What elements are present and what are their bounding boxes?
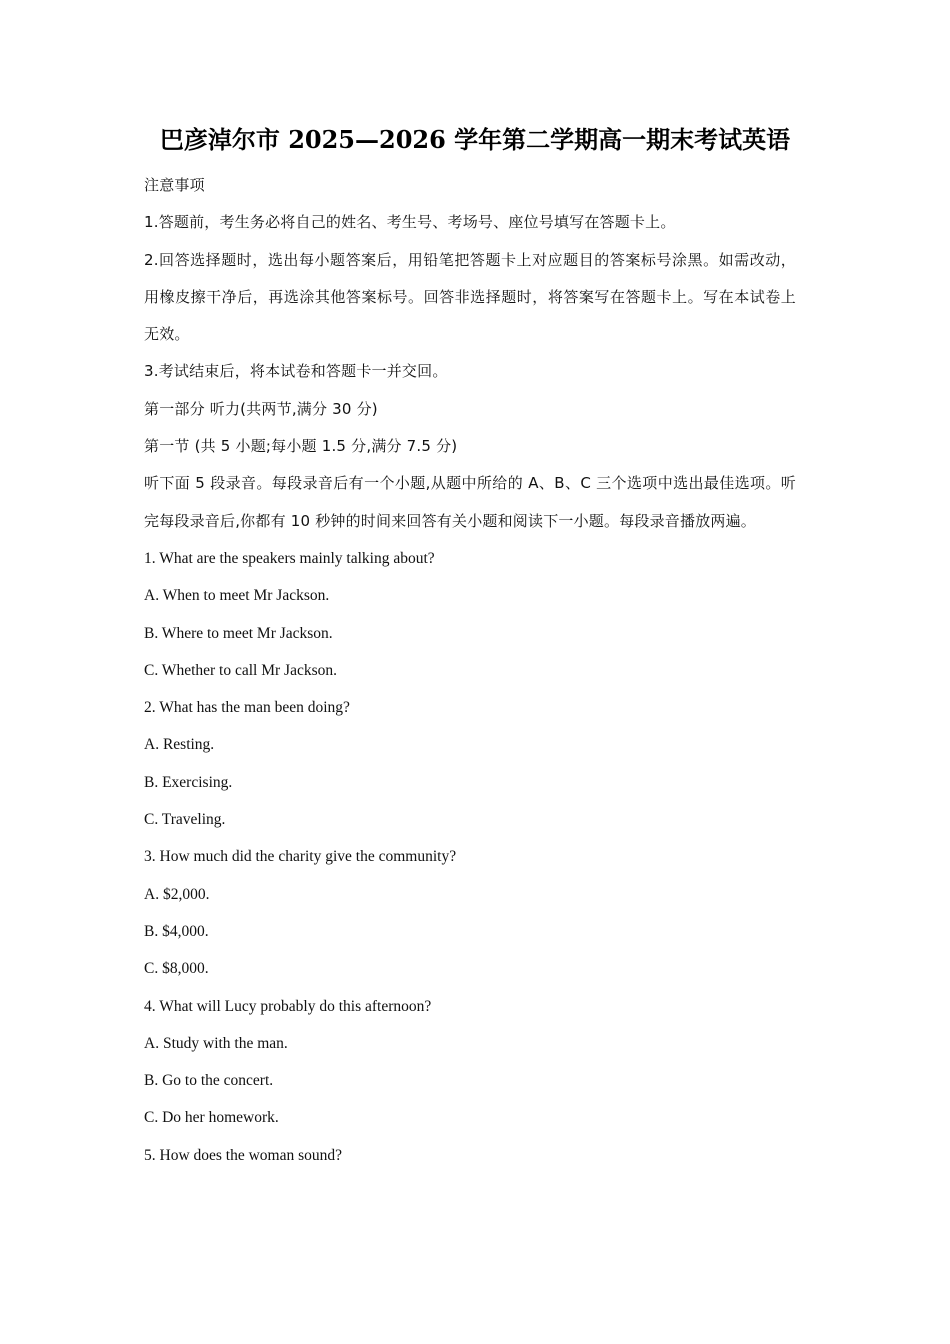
question-3-option-a: A. $2,000. xyxy=(144,885,210,903)
question-2-option-a: A. Resting. xyxy=(144,736,215,754)
question-stem-2: 2. What has the man been doing? xyxy=(144,699,350,717)
note-item-3: 3.考试结束后，将本试卷和答题卡一并交回。 xyxy=(144,362,448,381)
exam-content xyxy=(144,167,796,1174)
part-heading: 第一部分 听力(共两节,满分 30 分) xyxy=(144,399,378,418)
question-stem-3: 3. How much did the charity give the community? xyxy=(144,848,457,866)
question-1-option-c: C. Whether to call Mr Jackson. xyxy=(144,661,337,679)
question-4-option-a: A. Study with the man. xyxy=(144,1034,288,1052)
question-4-option-c: C. Do her homework. xyxy=(144,1109,279,1127)
question-1-option-a: A. When to meet Mr Jackson. xyxy=(144,587,330,605)
note-item-1: 1.答题前，考生务必将自己的姓名、考生号、考场号、座位号填写在答题卡上。 xyxy=(144,213,676,232)
section-heading: 第一节 (共 5 小题;每小题 1.5 分,满分 7.5 分) xyxy=(144,437,458,456)
exam-title: 巴彦淖尔市 2025—2026 学年第二学期高一期末考试英语 xyxy=(159,125,791,154)
question-stem-4: 4. What will Lucy probably do this afternoon? xyxy=(144,997,432,1015)
question-2-option-b: B. Exercising. xyxy=(144,773,233,791)
question-2-option-c: C. Traveling. xyxy=(144,811,226,829)
question-4-option-b: B. Go to the concert. xyxy=(144,1072,274,1090)
note-item-2: 2.回答选择题时，选出每小题答案后，用铅笔把答题卡上对应题目的答案标号涂黑。如需改动，用橡皮擦干净后，再选涂其他答案标号。回答非选择题时，将答案写在答题卡上。写在本试卷上无效。 xyxy=(144,250,796,344)
question-stem-1: 1. What are the speakers mainly talking about? xyxy=(144,549,435,567)
question-stem-5: 5. How does the woman sound? xyxy=(144,1146,343,1164)
question-1-option-b: B. Where to meet Mr Jackson. xyxy=(144,624,333,642)
question-3-option-c: C. $8,000. xyxy=(144,960,209,978)
notes-heading: 注意事项 xyxy=(144,176,205,194)
question-3-option-b: B. $4,000. xyxy=(144,922,209,940)
listening-instructions: 听下面 5 段录音。每段录音后有一个小题,从题中所给的 A、B、C 三个选项中选出最佳选项。听完每段录音后,你都有 10 秒钟的时间来回答有关小题和阅读下一小题。每段录音播放两遍。 xyxy=(144,474,796,530)
